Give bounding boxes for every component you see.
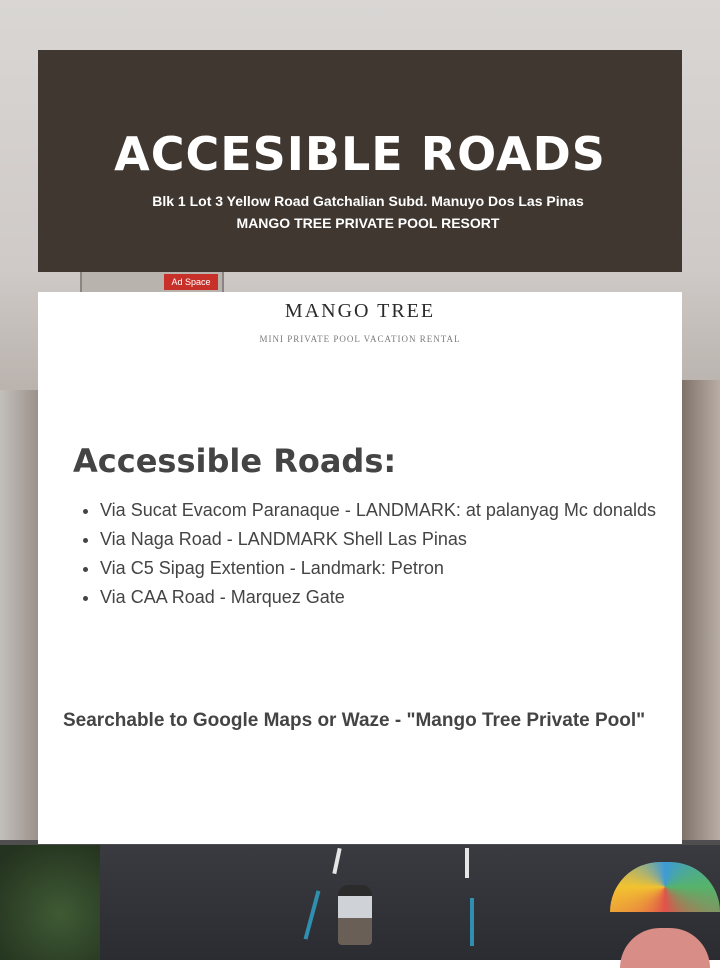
list-item: • Via Sucat Evacom Paranaque - LANDMARK: at palanyag Mc donalds bbox=[100, 496, 660, 525]
lane-marking bbox=[470, 898, 474, 946]
page-title: ACCESIBLE ROADS bbox=[114, 127, 606, 181]
search-note: Searchable to Google Maps or Waze - "Mango Tree Private Pool" bbox=[63, 710, 646, 731]
list-item: • Via CAA Road - Marquez Gate bbox=[100, 583, 660, 612]
address-block bbox=[38, 190, 682, 234]
billboard-sign: Ad Space bbox=[164, 274, 218, 290]
building-right bbox=[680, 380, 720, 840]
brand-tagline: MINI PRIVATE POOL VACATION RENTAL bbox=[259, 334, 461, 344]
brand-logo-text: MANGO TREE bbox=[284, 300, 436, 322]
header-panel bbox=[38, 50, 682, 272]
section-title: Accessible Roads: bbox=[73, 442, 397, 480]
motorcycle-rider bbox=[338, 885, 372, 945]
roads-list bbox=[80, 496, 660, 612]
address-line: Blk 1 Lot 3 Yellow Road Gatchalian Subd. Manuyo Dos Las Pinas bbox=[152, 193, 584, 209]
list-item: • Via C5 Sipag Extention - Landmark: Petron bbox=[100, 554, 660, 583]
lane-marking bbox=[465, 848, 469, 878]
building-left bbox=[0, 390, 40, 840]
content-card bbox=[38, 292, 682, 844]
resort-name: MANGO TREE PRIVATE POOL RESORT bbox=[236, 215, 500, 231]
list-item: • Via Naga Road - LANDMARK Shell Las Pinas bbox=[100, 525, 660, 554]
